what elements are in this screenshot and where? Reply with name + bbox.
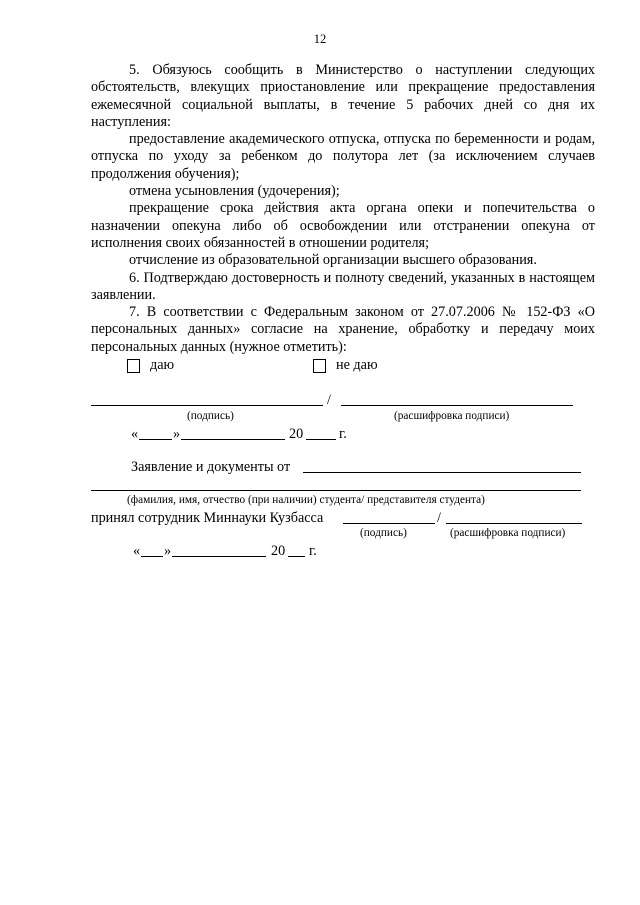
receipt-decoding-line[interactable] <box>446 523 582 524</box>
receipt-date-year-field[interactable] <box>288 556 305 557</box>
paragraph-obligation: 5. Обязуюсь сообщить в Министерство о наступлении следующих обстоятельств, влекущих приостановление или прекращение предоставления ежемесячной социальной выплаты, в течение 5 рабочих дней со дня их наступления: <box>91 62 595 130</box>
date-day-field[interactable] <box>139 439 172 440</box>
consent-yes-checkbox[interactable] <box>127 359 140 373</box>
signature-decoding-line[interactable] <box>341 405 573 406</box>
signature-slash: / <box>327 392 331 408</box>
statement-body <box>91 62 595 356</box>
receipt-accepted-label: принял сотрудник Миннауки Кузбасса <box>91 510 324 526</box>
date-year-prefix: 20 <box>289 426 304 442</box>
consent-yes-option[interactable] <box>127 357 174 374</box>
page-number: 12 <box>313 32 327 46</box>
receipt-statement-label: Заявление и документы от <box>131 459 291 475</box>
receipt-applicant-caption: (фамилия, имя, отчество (при наличии) студента/ представителя студента) <box>127 494 485 506</box>
paragraph-expulsion: отчисление из образовательной организации высшего образования. <box>129 252 537 269</box>
consent-yes-label: даю <box>150 357 175 373</box>
consent-no-option[interactable] <box>313 357 378 374</box>
date-close-quote: » <box>173 426 181 442</box>
consent-no-label: не даю <box>336 357 378 373</box>
receipt-slash: / <box>437 510 441 526</box>
signature-caption: (подпись) <box>187 410 234 422</box>
paragraph-confirmation: 6. Подтверждаю достоверность и полноту сведений, указанных в настоящем заявлении. <box>91 269 595 303</box>
receipt-date-year-suffix: г. <box>309 543 317 559</box>
receipt-signature-line[interactable] <box>343 523 435 524</box>
signature-line[interactable] <box>91 405 323 406</box>
signature-decoding-caption: (расшифровка подписи) <box>394 410 510 422</box>
receipt-signature-caption: (подпись) <box>360 527 407 539</box>
paragraph-adoption-cancel: отмена усыновления (удочерения); <box>129 183 340 200</box>
receipt-date-close-quote: » <box>164 543 172 559</box>
receipt-date-open-quote: « <box>133 543 141 559</box>
paragraph-personal-data: 7. В соответствии с Федеральным законом от 27.07.2006 № 152-ФЗ «О персональных данных» согласие на хранение, обработку и передачу моих персональных данных (нужное отметить): <box>91 304 595 355</box>
receipt-applicant-line[interactable] <box>303 472 581 473</box>
receipt-date-day-field[interactable] <box>141 556 163 557</box>
receipt-decoding-caption: (расшифровка подписи) <box>450 527 566 539</box>
receipt-date-year-prefix: 20 <box>271 543 286 559</box>
receipt-date-month-field[interactable] <box>172 556 266 557</box>
date-year-field[interactable] <box>306 439 336 440</box>
date-year-suffix: г. <box>339 426 347 442</box>
date-month-field[interactable] <box>181 439 285 440</box>
date-open-quote: « <box>131 426 139 442</box>
paragraph-academic-leave: предоставление академического отпуска, отпуска по беременности и родам, отпуска по уходу за ребенком до полутора лет (за исключением случаев продолжения обучения); <box>91 131 595 182</box>
receipt-applicant-line-2[interactable] <box>91 490 581 491</box>
paragraph-guardianship: прекращение срока действия акта органа опеки и попечительства о назначении опекуна либо об освобождении или отстранении опекуна от исполнения своих обязанностей в отношении родителя; <box>91 200 595 251</box>
consent-no-checkbox[interactable] <box>313 359 326 373</box>
